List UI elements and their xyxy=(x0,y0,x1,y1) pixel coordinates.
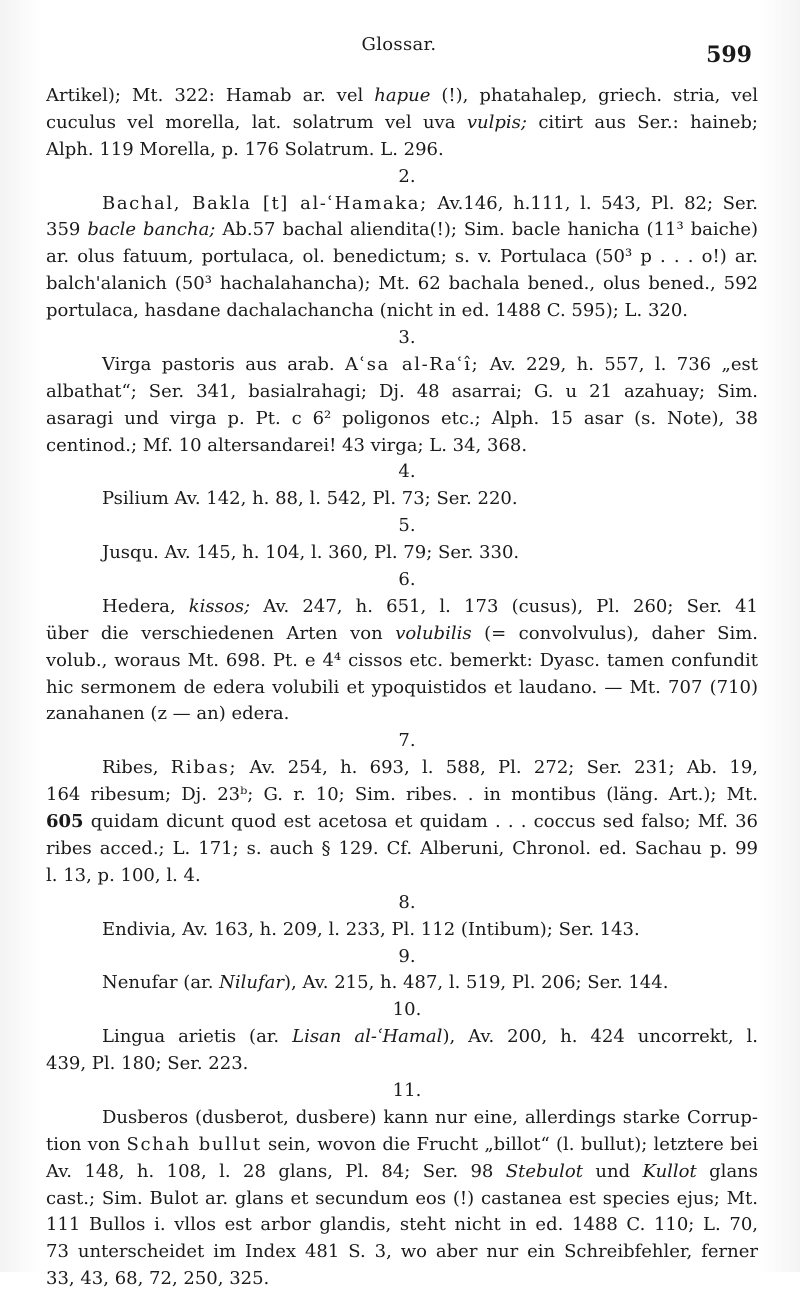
text-segment: sein, wovon die Frucht „billot“ (l. bullut); letztere bei xyxy=(261,1133,758,1155)
text-line xyxy=(46,1239,758,1266)
text-segment: Psilium Av. 142, h. 88, l. 542, Pl. 73; Ser. 220. xyxy=(102,488,518,510)
text-line xyxy=(46,1132,758,1159)
text-line xyxy=(46,540,758,567)
section-number xyxy=(46,890,758,917)
text-line xyxy=(46,110,758,137)
text-segment: Hedera, xyxy=(102,595,189,617)
text-segment: 164 ribesum; Dj. 23ᵇ; G. r. 10; Sim. ribes. . in montibus (läng. Art.); Mt. xyxy=(46,784,758,806)
text-segment: Av.146, h.111, l. 543, Pl. 82; Ser. xyxy=(427,192,758,214)
text-segment: Av. 148, h. 108, l. 28 glans, Pl. 84; Ser. 98 xyxy=(46,1160,506,1182)
section-number xyxy=(46,997,758,1024)
text-segment: Nenufar (ar. xyxy=(102,972,220,994)
text-segment: 3. xyxy=(398,327,416,349)
text-segment: Av. 229, h. 557, l. 736 „est xyxy=(479,353,758,375)
text-segment: Ab.57 bachal aliendita(!); Sim. bacle hanicha (11³ baiche) xyxy=(215,219,758,241)
text-line xyxy=(46,970,758,997)
text-line xyxy=(46,621,758,648)
text-segment: über die verschiedenen Arten von xyxy=(46,622,396,644)
text-segment: Virga pastoris aus arab. xyxy=(102,353,345,375)
text-line xyxy=(46,1159,758,1186)
text-line xyxy=(46,1024,758,1051)
text-line xyxy=(46,1186,758,1213)
text-line xyxy=(46,782,758,809)
text-segment: Lingua arietis (ar. xyxy=(102,1026,293,1048)
text-segment: Dusberos (dusberot, dusbere) kann nur eine, allerdings starke Corrup- xyxy=(102,1106,758,1128)
text-segment: ar. olus fatuum, portulaca, ol. benedictum; s. v. Portulaca (50³ p . . . o!) ar. xyxy=(46,246,758,268)
text-segment: (= convolvulus), daher Sim. xyxy=(471,622,758,644)
text-segment: zanahanen (z — an) edera. xyxy=(46,703,290,725)
text-line xyxy=(46,271,758,298)
text-segment: 359 xyxy=(46,219,88,241)
text-segment: 9. xyxy=(398,945,416,967)
text-segment: glans xyxy=(696,1160,758,1182)
section-number xyxy=(46,459,758,486)
text-segment: Ribes, xyxy=(102,757,171,779)
text-line xyxy=(46,298,758,325)
text-segment: 33, 43, 68, 72, 250, 325. xyxy=(46,1268,270,1290)
text-segment: ribes acced.; L. 171; s. auch § 129. Cf. Alberuni, Chronol. ed. Sachau p. 99 xyxy=(46,837,758,859)
text-line xyxy=(46,83,758,110)
text-segment: ), Av. 200, h. 424 uncorrekt, l. xyxy=(442,1026,758,1048)
text-segment: Jusqu. Av. 145, h. 104, l. 360, Pl. 79; Ser. 330. xyxy=(102,542,520,564)
text-line xyxy=(46,1212,758,1239)
text-segment: 2. xyxy=(398,165,416,187)
italic-term: Kullot xyxy=(642,1160,697,1182)
section-number xyxy=(46,944,758,971)
text-segment: quidam dicunt quod est acetosa et quidam . . . coccus sed falso; Mf. 36 xyxy=(83,811,758,833)
text-segment: (!), phatahalep, griech. stria, vel xyxy=(430,85,758,106)
running-title: Glossar. xyxy=(361,34,437,55)
bold-reference: 605 xyxy=(46,811,84,833)
text-line xyxy=(46,648,758,675)
text-segment: hic sermonem de edera volubili et ypoquistidos et laudano. — Mt. 707 (710) xyxy=(46,676,758,698)
text-line xyxy=(46,863,758,890)
text-line xyxy=(46,836,758,863)
italic-term: volubilis xyxy=(395,622,472,644)
text-segment: 6. xyxy=(398,569,416,591)
text-line xyxy=(46,486,758,513)
text-segment: albathat“; Ser. 341, basialrahagi; Dj. 48 asarrai; G. u 21 azahuay; Sim. xyxy=(46,380,758,402)
text-segment: l. 13, p. 100, l. 4. xyxy=(46,864,201,886)
text-line xyxy=(46,217,758,244)
italic-term: Nilufar xyxy=(219,972,284,994)
spaced-term: Ribas; xyxy=(170,757,238,779)
text-segment: 73 unterscheidet im Index 481 S. 3, wo aber nur ein Schreibfehler, ferner xyxy=(46,1241,758,1263)
text-segment: centinod.; Mf. 10 altersandarei! 43 virga; L. 34, 368. xyxy=(46,434,528,456)
section-number xyxy=(46,1078,758,1105)
text-line xyxy=(46,755,758,782)
text-segment: 11. xyxy=(392,1079,422,1101)
text-line xyxy=(46,191,758,218)
text-line xyxy=(46,433,758,460)
text-segment: 10. xyxy=(392,999,422,1021)
text-segment: 7. xyxy=(398,730,416,752)
italic-term: bacle bancha; xyxy=(87,219,216,241)
text-segment: 4. xyxy=(398,461,416,483)
section-number xyxy=(46,567,758,594)
text-line xyxy=(46,594,758,621)
text-segment: portulaca, hasdane dachalachancha (nicht in ed. 1488 C. 595); L. 320. xyxy=(46,300,689,322)
italic-term: Stebulot xyxy=(505,1160,583,1182)
page-header xyxy=(46,28,752,68)
text-segment: 111 Bullos i. vllos est arbor glandis, steht nicht in ed. 1488 C. 110; L. 70, xyxy=(46,1214,758,1236)
text-line xyxy=(46,1266,758,1293)
text-segment: Av. 254, h. 693, l. 588, Pl. 272; Ser. 231; Ab. 19, xyxy=(237,757,758,779)
text-segment: 439, Pl. 180; Ser. 223. xyxy=(46,1053,249,1075)
text-segment: volub., woraus Mt. 698. Pt. e 4⁴ cissos etc. bemerkt: Dyasc. tamen confundit xyxy=(46,649,758,671)
text-line xyxy=(46,137,758,164)
page-number: 599 xyxy=(706,42,752,68)
text-line xyxy=(46,406,758,433)
text-segment: ), Av. 215, h. 487, l. 519, Pl. 206; Ser. 144. xyxy=(284,972,669,994)
text-segment: Alph. 119 Morella, p. 176 Solatrum. L. 296. xyxy=(46,138,444,160)
text-line xyxy=(46,1105,758,1132)
text-segment: 8. xyxy=(398,891,416,913)
text-segment: Av. 247, h. 651, l. 173 (cusus), Pl. 260; Ser. 41 xyxy=(250,595,758,617)
spaced-term: Aʿsa al-Raʿî; xyxy=(344,353,480,375)
spaced-term: Bachal, Bakla [t] al-ʿHamaka; xyxy=(102,192,428,214)
text-segment: citirt aus Ser.: haineb; xyxy=(526,111,758,133)
glossary-body xyxy=(46,83,758,1293)
section-number xyxy=(46,325,758,352)
text-line xyxy=(46,809,758,836)
text-line xyxy=(46,379,758,406)
section-number xyxy=(46,164,758,191)
spaced-term: Schah bullut xyxy=(126,1133,262,1155)
text-line xyxy=(46,244,758,271)
italic-term: hapue xyxy=(374,85,431,106)
text-segment: Endivia, Av. 163, h. 209, l. 233, Pl. 112 (Intibum); Ser. 143. xyxy=(102,918,640,940)
italic-term: kissos; xyxy=(188,595,251,617)
text-line xyxy=(46,352,758,379)
text-line xyxy=(46,675,758,702)
text-segment: cast.; Sim. Bulot ar. glans et secundum eos (!) castanea est species ejus; Mt. xyxy=(46,1187,758,1209)
text-segment: 5. xyxy=(398,515,416,537)
italic-term: Lisan al-ʿHamal xyxy=(292,1026,443,1048)
text-segment: und xyxy=(582,1160,643,1182)
section-number xyxy=(46,513,758,540)
text-segment: Artikel); Mt. 322: Hamab ar. vel xyxy=(46,85,375,106)
text-line xyxy=(46,701,758,728)
text-line xyxy=(46,1051,758,1078)
text-segment: tion von xyxy=(46,1133,127,1155)
text-segment: balch'alanich (50³ hachalahancha); Mt. 62 bachala bened., olus bened., 592 xyxy=(46,273,758,295)
italic-term: vulpis; xyxy=(466,111,527,133)
text-line xyxy=(46,917,758,944)
section-number xyxy=(46,728,758,755)
text-segment: asaragi und virga p. Pt. c 6² poligonos etc.; Alph. 15 asar (s. Note), 38 xyxy=(46,407,758,429)
text-segment: cuculus vel morella, lat. solatrum vel uva xyxy=(46,111,467,133)
